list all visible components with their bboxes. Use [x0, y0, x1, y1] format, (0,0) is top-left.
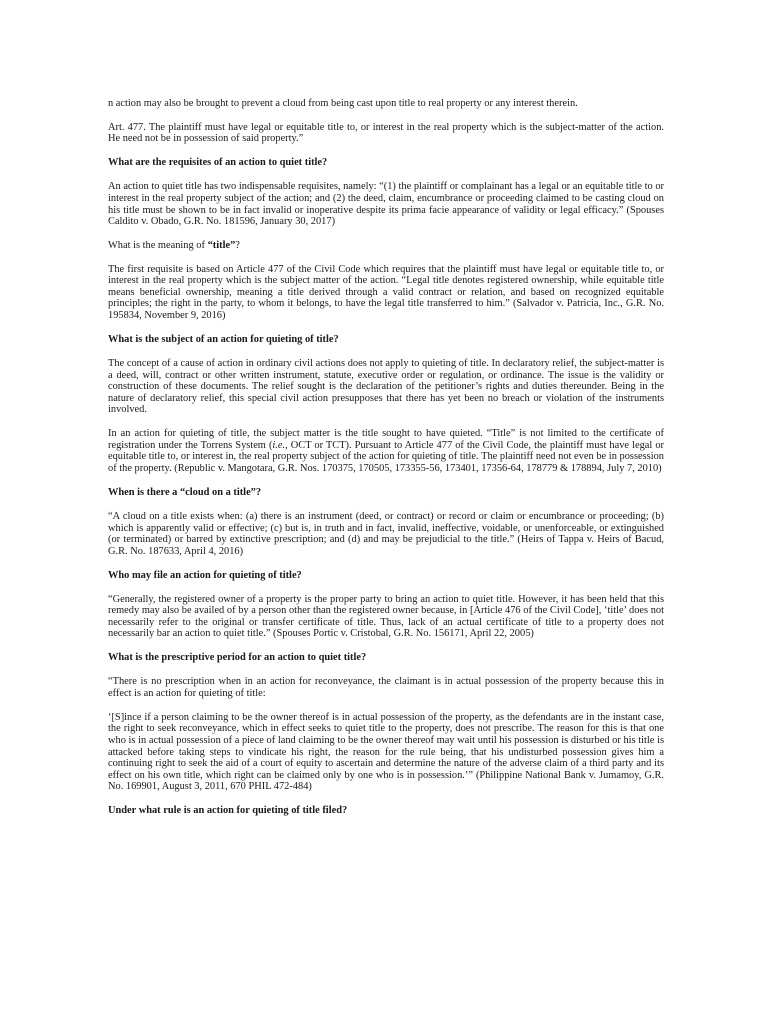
paragraph-who-may-file: “Generally, the registered owner of a property is the proper party to bring an action to quiet title. However, it has been held that this remedy may also be availed of by a person other than the registered owner because, in [Article 476 of the Civil Code], ‘title’ does not necessarily refer to the original or transfer certificate of title. Thus, lack of an actual certificate of title to a property does not necessarily bar an action to quiet title.” (Spouses Portic v. Cristobal, G.R. No. 156171, April 22, 2005) — [108, 593, 664, 640]
text-segment: OCT or TCT). Pursuant to Article 477 of the Civil Code, the plaintiff must have legal or equitable title to, or interest in, the real property subject of the action for quieting of title. The plaintiff need not even be in possession of the property. (Republic v. Mangotara, G.R. Nos. 170375, 170505, 173355-56, 173401, 17356-64, 178779 & 178894, July 7, 2010) — [108, 439, 664, 474]
paragraph-subject-matter — [108, 428, 664, 474]
paragraph-cloud-intro: n action may also be brought to prevent a cloud from being cast upon title to real property or any interest therein. — [108, 98, 578, 109]
paragraph-art-477: Art. 477. The plaintiff must have legal or equitable title to, or interest in the real property which is the subject-matter of the action. He need not be in possession of said property.” — [108, 121, 664, 145]
question-under-what-rule: Under what rule is an action for quieting of title filed? — [108, 805, 348, 817]
question-prescriptive-period: What is the prescriptive period for an action to quiet title? — [108, 652, 367, 664]
text-segment: In an action for quieting of title, the subject matter is the title sought to have quieted. “Title” is not limited to the certificate of registration under the Torrens System ( — [108, 428, 664, 451]
paragraph-cloud-definition: “A cloud on a title exists when: (a) there is an instrument (deed, or contract) or record or claim or encumbrance or proceeding; (b) which is apparently valid or effective; (c) but is, in truth and in fact, invalid, ineffective, voidable, or unenforceable, or extinguished (or terminated) or barred by extinctive prescription; and (d) and may be prejudicial to the title.” (Heirs of Tappa v. Heirs of Bacud, G.R. No. 187633, April 4, 2016) — [108, 510, 664, 557]
question-subject: What is the subject of an action for quieting of title? — [108, 333, 339, 345]
paragraph-quoted-ruling: ‘[S]ince if a person claiming to be the owner thereof is in actual possession of the property, as the defendants are in the instant case, the right to seek reconveyance, which in effect seeks to quiet title to the property, does not prescribe. The reason for this is that one who is in actual possession of a piece of land claiming to be the owner thereof may wait until his possession is disturbed or his title is attacked before taking steps to vindicate his right, the reason for the rule being, that his undisturbed possession gives him a continuing right to seek the aid of a court of equity to ascertain and determine the nature of the adverse claim of a third party and its effect on his own title, which right can be claimed only by one who is in possession.’” (Philippine National Bank v. Jumamoy, G.R. No. 169901, August 3, 2011, 670 PHIL 472-484) — [108, 711, 664, 793]
question-mark: ? — [235, 239, 240, 251]
question-who-may-file: Who may file an action for quieting of title? — [108, 569, 302, 581]
question-meaning-of-title — [108, 240, 664, 252]
italic-ie: i.e., — [272, 439, 288, 451]
question-text: What is the meaning of — [108, 239, 208, 251]
title-term: “title” — [207, 239, 236, 251]
paragraph-requisites: An action to quiet title has two indispensable requisites, namely: “(1) the plaintiff or complainant has a legal or an equitable title to or interest in the real property subject of the action; and (2) the deed, claim, encumbrance or proceeding claimed to be casting cloud on his title must be shown to be in fact invalid or inoperative despite its prima facie appearance of validity or legal efficacy.” (Spouses Caldito v. Obado, G.R. No. 181596, January 30, 2017) — [108, 181, 664, 228]
document-page — [108, 98, 664, 829]
paragraph-declaratory-relief: The concept of a cause of action in ordinary civil actions does not apply to quieting of title. In declaratory relief, the subject-matter is a deed, will, contract or other written instrument, statute, executive order or regulation, or ordinance. The issue is the validity or construction of these documents. The relief sought is the declaration of the petitioner’s rights and duties thereunder. Being in the nature of declaratory relief, this special civil action presupposes that there has yet been no breach or violation of the instruments involved. — [108, 358, 664, 416]
paragraph-meaning-of-title: The first requisite is based on Article 477 of the Civil Code which requires that the plaintiff must have legal or equitable title to, or interest in the real property which is the subject matter of the action. “Legal title denotes registered ownership, while equitable title means beneficial ownership, meaning a title derived through a valid contract or relation, and based on recognized equitable principles; the right in the party, to whom it belongs, to have the legal title transferred to him.” (Salvador v. Patricia, Inc., G.R. No. 195834, November 9, 2016) — [108, 263, 664, 322]
question-cloud-on-title: When is there a “cloud on a title”? — [108, 486, 262, 498]
paragraph-no-prescription: “There is no prescription when in an action for reconveyance, the claimant is in actual possession of the property because this in effect is an action for quieting of title: — [108, 676, 664, 700]
question-requisites: What are the requisites of an action to quiet title? — [108, 157, 328, 169]
